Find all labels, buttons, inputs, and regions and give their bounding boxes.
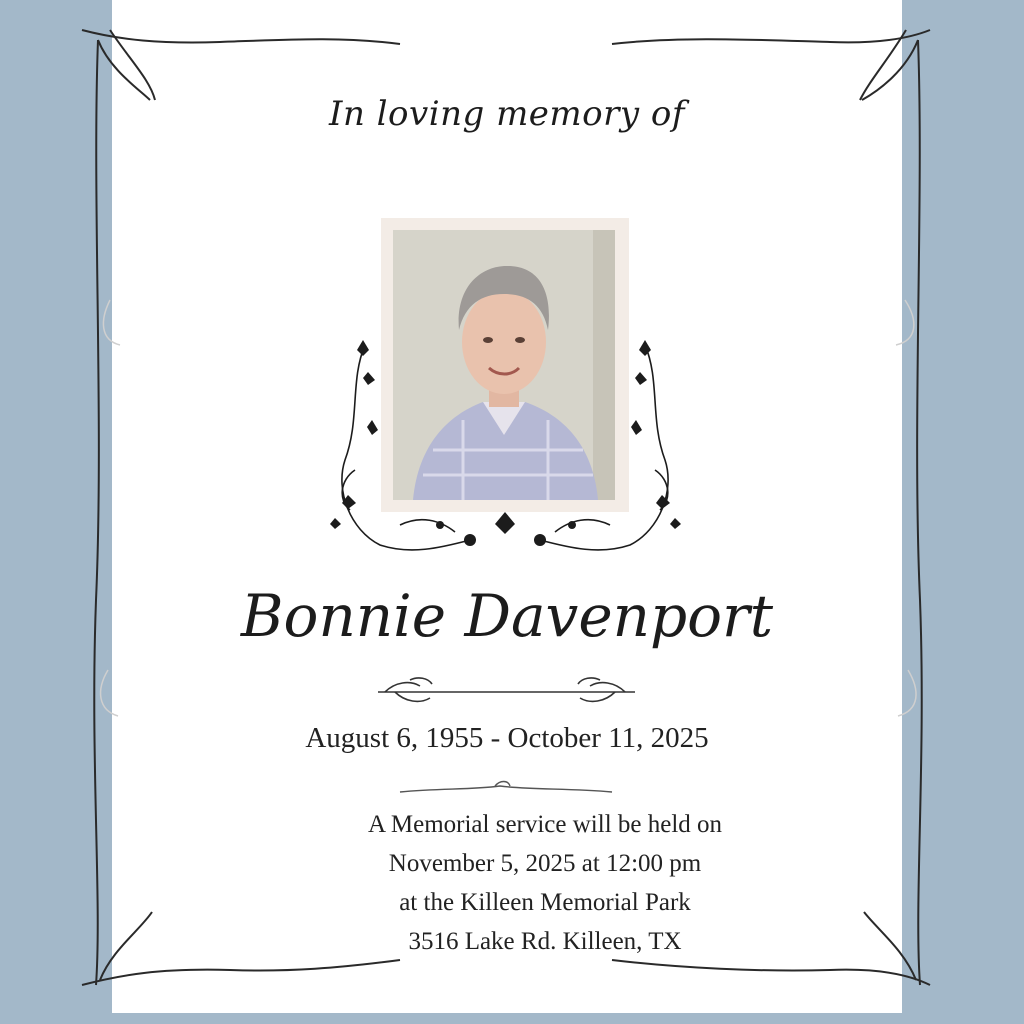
portrait-frame <box>381 218 629 512</box>
service-line-1: A Memorial service will be held on <box>367 811 723 838</box>
life-dates: August 6, 1955 - October 11, 2025 <box>305 722 709 754</box>
portrait-photo <box>393 230 615 500</box>
service-line-4: 3516 Lake Rd. Killeen, TX <box>408 928 682 955</box>
service-line-2: November 5, 2025 at 12:00 pm <box>388 850 702 877</box>
deceased-name: Bonnie Davenport <box>240 582 774 650</box>
heading-in-loving-memory: In loving memory of <box>329 94 685 134</box>
service-line-3: at the Killeen Memorial Park <box>399 889 691 916</box>
